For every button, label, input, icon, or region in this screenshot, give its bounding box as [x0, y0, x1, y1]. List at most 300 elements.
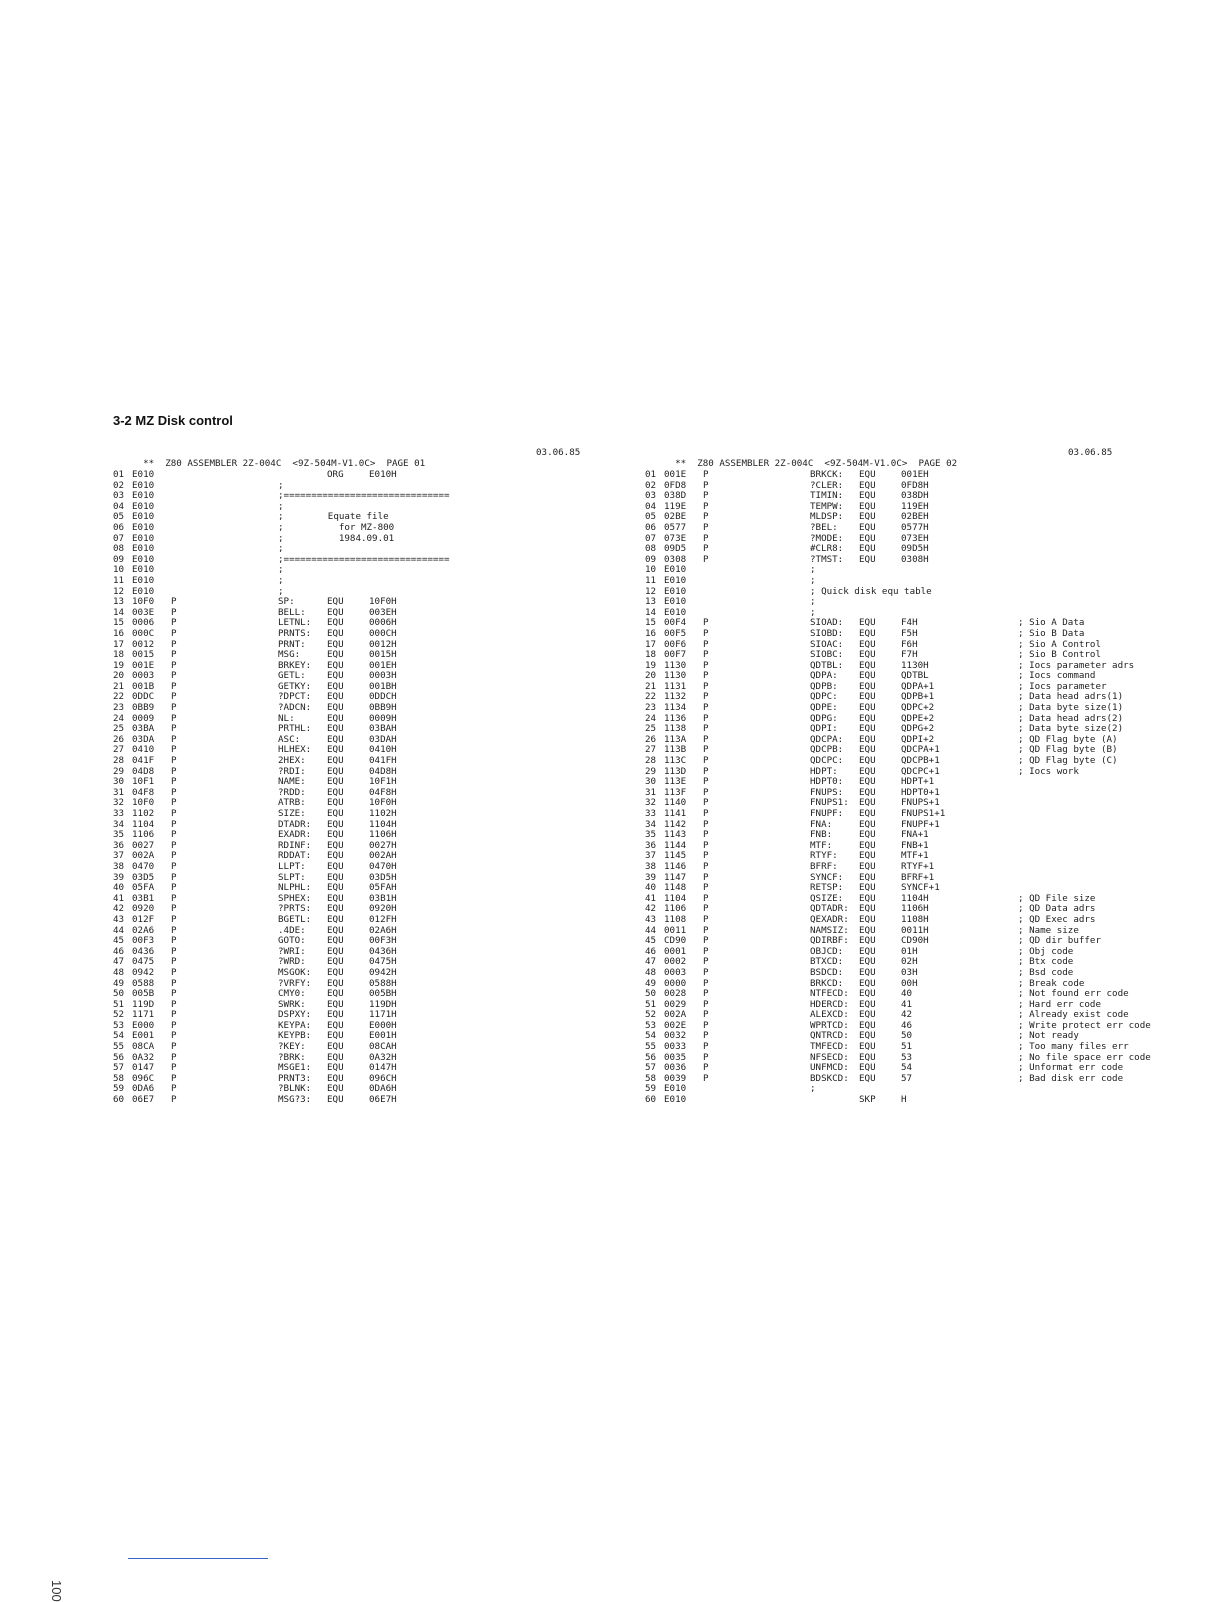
- listing-ln: 26: [113, 733, 125, 745]
- listing-arg: 02H: [901, 956, 918, 968]
- listing-comment: ; Data byte size(1): [1018, 702, 1124, 714]
- listing-addr: 0920: [132, 903, 155, 915]
- listing-label: SP:: [278, 596, 295, 608]
- listing-addr: 113F: [664, 786, 687, 798]
- listing-op: EQU: [327, 670, 344, 682]
- listing-op: EQU: [859, 691, 876, 703]
- listing-op: EQU: [327, 903, 344, 915]
- listing-arg: HDPT+1: [901, 776, 935, 788]
- listing-label: QNTRCD:: [810, 1030, 849, 1042]
- listing-ln: 05: [645, 511, 657, 523]
- listing-comment: ; Bsd code: [1018, 966, 1074, 978]
- listing-label: ?VRFY:: [278, 977, 312, 989]
- listing-comment: ; Iocs parameter adrs: [1018, 659, 1135, 671]
- listing-arg: E000H: [369, 1019, 397, 1031]
- listing-arg: 0410H: [369, 744, 397, 756]
- listing-flag: P: [171, 988, 177, 1000]
- listing-flag: P: [703, 627, 709, 639]
- listing-addr: 00F3: [132, 935, 155, 947]
- listing-header-title: ** Z80 ASSEMBLER 2Z-004C <9Z-504M-V1.0C> PAGE 02: [675, 458, 958, 469]
- listing-label: MTF:: [810, 839, 833, 851]
- listing-addr: 1130: [664, 670, 687, 682]
- listing-flag: P: [171, 1083, 177, 1095]
- listing-comment: ; Data head adrs(2): [1018, 712, 1124, 724]
- listing-comment: ;: [810, 606, 816, 618]
- listing-op: EQU: [859, 871, 876, 883]
- listing-arg: 003EH: [369, 606, 397, 618]
- listing-comment: ;: [278, 543, 284, 555]
- listing-row: [113, 1000, 603, 1011]
- listing-row: [113, 491, 603, 502]
- listing-addr: E010: [132, 511, 155, 523]
- listing-label: TMFECD:: [810, 1041, 849, 1053]
- listing-arg: 001EH: [369, 659, 397, 671]
- listing-arg: 03D5H: [369, 871, 397, 883]
- listing-label: BSDCD:: [810, 966, 844, 978]
- listing-flag: P: [703, 691, 709, 703]
- listing-addr: 1143: [664, 829, 687, 841]
- listing-addr: 0032: [664, 1030, 687, 1042]
- listing-addr: 073E: [664, 532, 687, 544]
- listing-label: ?PRTS:: [278, 903, 312, 915]
- listing-label: UNFMCD:: [810, 1062, 849, 1074]
- listing-row: [113, 756, 603, 767]
- listing-row: [113, 682, 603, 693]
- listing-arg: QDPG+2: [901, 723, 935, 735]
- listing-ln: 13: [113, 596, 125, 608]
- listing-arg: QDTBL: [901, 670, 929, 682]
- listing-row: [113, 820, 603, 831]
- listing-label: HLHEX:: [278, 744, 312, 756]
- listing-ln: 29: [645, 765, 657, 777]
- listing-comment: ;: [810, 1083, 816, 1095]
- listing-label: ?RDD:: [278, 786, 306, 798]
- listing-comment: ; Btx code: [1018, 956, 1074, 968]
- listing-addr: 0003: [132, 670, 155, 682]
- listing-flag: P: [703, 702, 709, 714]
- listing-row: [645, 587, 1205, 598]
- listing-addr: 0039: [664, 1072, 687, 1084]
- listing-addr: E010: [132, 574, 155, 586]
- listing-label: BFRF:: [810, 860, 838, 872]
- listing-flag: P: [703, 808, 709, 819]
- listing-op: EQU: [859, 892, 876, 904]
- listing-row: [113, 640, 603, 651]
- listing-addr: 04D8: [132, 765, 155, 777]
- listing-flag: P: [171, 956, 177, 968]
- listing-addr: 0015: [132, 649, 155, 661]
- listing-arg: 03H: [901, 966, 918, 978]
- listing-addr: 0A32: [132, 1051, 155, 1063]
- listing-label: BRKCK:: [810, 469, 844, 480]
- listing-addr: 0036: [664, 1062, 687, 1074]
- listing-row: [645, 1084, 1205, 1095]
- listing-flag: P: [703, 786, 709, 798]
- listing-arg: 1104H: [901, 892, 929, 904]
- listing-arg: 0012H: [369, 638, 397, 650]
- listing-ln: 41: [113, 892, 125, 904]
- listing-flag: P: [703, 860, 709, 872]
- listing-label: NTFECD:: [810, 988, 849, 1000]
- listing-addr: 1140: [664, 797, 687, 809]
- listing-row: [113, 470, 603, 481]
- listing-ln: 33: [645, 808, 657, 819]
- listing-ln: 28: [113, 755, 125, 767]
- listing-arg: MTF+1: [901, 850, 929, 862]
- listing-arg: 54: [901, 1062, 913, 1074]
- listing-ln: 06: [113, 521, 125, 533]
- listing-comment: ; Sio A Data: [1018, 617, 1085, 629]
- listing-ln: 27: [645, 744, 657, 756]
- listing-arg: 001BH: [369, 680, 397, 692]
- listing-row: [113, 629, 603, 640]
- listing-arg: 119EH: [901, 500, 929, 512]
- listing-label: SIOAC:: [810, 638, 844, 650]
- listing-arg: 02BEH: [901, 511, 929, 523]
- listing-flag: P: [703, 818, 709, 830]
- listing-row: [113, 714, 603, 725]
- listing-row: [645, 576, 1205, 587]
- listing-addr: 002A: [132, 850, 155, 862]
- listing-addr: 0470: [132, 860, 155, 872]
- section-title: 3-2 MZ Disk control: [113, 413, 233, 428]
- listing-ln: 11: [645, 574, 657, 586]
- listing-label: 2HEX:: [278, 755, 306, 767]
- listing-row: [113, 608, 603, 619]
- listing-label: BRKEY:: [278, 659, 312, 671]
- listing-op: EQU: [327, 1062, 344, 1074]
- listing-addr: 000C: [132, 627, 155, 639]
- listing-ln: 56: [113, 1051, 125, 1063]
- listing-comment: ;: [278, 479, 284, 491]
- listing-row: [113, 1074, 603, 1085]
- listing-flag: P: [171, 691, 177, 703]
- listing-arg: 0003H: [369, 670, 397, 682]
- listing-addr: 1141: [664, 808, 687, 819]
- listing-arg: 0009H: [369, 712, 397, 724]
- listing-label: PRTHL:: [278, 723, 312, 735]
- listing-addr: 001B: [132, 680, 155, 692]
- listing-ln: 14: [113, 606, 125, 618]
- listing-ln: 06: [645, 521, 657, 533]
- listing-flag: P: [703, 956, 709, 968]
- listing-op: EQU: [327, 871, 344, 883]
- listing-ln: 54: [645, 1030, 657, 1042]
- listing-arg: CD90H: [901, 935, 929, 947]
- listing-row: [113, 1095, 603, 1106]
- listing-row: [645, 936, 1205, 947]
- listing-arg: 041FH: [369, 755, 397, 767]
- listing-op: EQU: [859, 659, 876, 671]
- listing-ln: 26: [645, 733, 657, 745]
- listing-arg: 03B1H: [369, 892, 397, 904]
- listing-flag: P: [171, 1041, 177, 1053]
- listing-comment: ; 1984.09.01: [278, 532, 395, 544]
- listing-label: RETSP:: [810, 882, 844, 894]
- listing-arg: 0920H: [369, 903, 397, 915]
- listing-label: NFSECD:: [810, 1051, 849, 1063]
- listing-row: [645, 915, 1205, 926]
- listing-row: [113, 851, 603, 862]
- listing-arg: 0942H: [369, 966, 397, 978]
- listing-ln: 38: [113, 860, 125, 872]
- listing-row: [645, 957, 1205, 968]
- listing-label: GOTO:: [278, 935, 306, 947]
- listing-addr: 096C: [132, 1072, 155, 1084]
- listing-comment: ; No file space err code: [1018, 1051, 1151, 1063]
- listing-op: EQU: [327, 818, 344, 830]
- listing-row: [645, 523, 1205, 534]
- listing-ln: 40: [645, 882, 657, 894]
- listing-row: [113, 671, 603, 682]
- listing-op: EQU: [859, 469, 876, 480]
- listing-label: NAMSIZ:: [810, 924, 849, 936]
- listing-row: [113, 989, 603, 1000]
- listing-flag: P: [703, 1019, 709, 1031]
- listing-row: [113, 957, 603, 968]
- listing-op: EQU: [859, 765, 876, 777]
- listing-ln: 37: [113, 850, 125, 862]
- listing-flag: P: [171, 596, 177, 608]
- listing-arg: 1130H: [901, 659, 929, 671]
- listing-flag: P: [703, 543, 709, 555]
- listing-label: PRNT3:: [278, 1072, 312, 1084]
- listing-addr: 1146: [664, 860, 687, 872]
- listing-op: EQU: [327, 691, 344, 703]
- listing-label: QDTBL:: [810, 659, 844, 671]
- listing-ln: 48: [113, 966, 125, 978]
- listing-flag: P: [703, 966, 709, 978]
- listing-arg: 00F3H: [369, 935, 397, 947]
- listing-comment: ; Sio A Control: [1018, 638, 1101, 650]
- listing-arg: 09D5H: [901, 543, 929, 555]
- listing-comment: ;: [810, 596, 816, 608]
- listing-addr: 0000: [664, 977, 687, 989]
- listing-flag: P: [171, 712, 177, 724]
- listing-comment: ;: [278, 574, 284, 586]
- listing-label: ?WRD:: [278, 956, 306, 968]
- listing-label: QDPC:: [810, 691, 838, 703]
- listing-addr: E010: [132, 500, 155, 512]
- listing-op: EQU: [859, 680, 876, 692]
- listing-label: SYNCF:: [810, 871, 844, 883]
- listing-ln: 16: [645, 627, 657, 639]
- listing-op: EQU: [327, 977, 344, 989]
- listing-ln: 35: [645, 829, 657, 841]
- listing-arg: 1171H: [369, 1009, 397, 1021]
- listing-row: [113, 798, 603, 809]
- listing-op: EQU: [327, 850, 344, 862]
- listing-addr: 1138: [664, 723, 687, 735]
- listing-ln: 57: [113, 1062, 125, 1074]
- listing-addr: 0006: [132, 617, 155, 629]
- listing-arg: 038DH: [901, 490, 929, 502]
- listing-op: EQU: [859, 500, 876, 512]
- listing-ln: 23: [113, 702, 125, 714]
- listing-flag: P: [171, 1019, 177, 1031]
- listing-op: EQU: [327, 649, 344, 661]
- listing-label: BRKCD:: [810, 977, 844, 989]
- listing-arg: 073EH: [901, 532, 929, 544]
- listing-op: EQU: [327, 755, 344, 767]
- listing-comment: ; Sio B Data: [1018, 627, 1085, 639]
- listing-ln: 43: [645, 913, 657, 925]
- listing-arg: 096CH: [369, 1072, 397, 1084]
- listing-addr: 05FA: [132, 882, 155, 894]
- listing-op: EQU: [859, 808, 876, 819]
- listing-label: QDTADR:: [810, 903, 849, 915]
- listing-label: QDCPB:: [810, 744, 844, 756]
- listing-arg: QDPC+2: [901, 702, 935, 714]
- listing-op: EQU: [859, 882, 876, 894]
- listing-addr: 0035: [664, 1051, 687, 1063]
- listing-flag: P: [171, 606, 177, 618]
- listing-addr: 012F: [132, 913, 155, 925]
- listing-ln: 48: [645, 966, 657, 978]
- listing-arg: 0BB9H: [369, 702, 397, 714]
- listing-row: [113, 565, 603, 576]
- listing-op: EQU: [327, 797, 344, 809]
- listing-row: [113, 1042, 603, 1053]
- listing-flag: P: [703, 829, 709, 841]
- listing-arg: 119DH: [369, 998, 397, 1010]
- listing-ln: 09: [645, 553, 657, 565]
- listing-ln: 37: [645, 850, 657, 862]
- listing-addr: 0027: [132, 839, 155, 851]
- listing-ln: 04: [645, 500, 657, 512]
- listing-row: [645, 555, 1205, 566]
- listing-ln: 58: [645, 1072, 657, 1084]
- listing-arg: HDPT0+1: [901, 786, 940, 798]
- listing-comment: ; QD Data adrs: [1018, 903, 1096, 915]
- listing-ln: 47: [113, 956, 125, 968]
- listing-comment: ; Too many files err: [1018, 1041, 1129, 1053]
- listing-ln: 32: [645, 797, 657, 809]
- listing-op: EQU: [327, 882, 344, 894]
- listing-addr: 0009: [132, 712, 155, 724]
- listing-arg: 0FD8H: [901, 479, 929, 491]
- listing-ln: 42: [645, 903, 657, 915]
- listing-label: SIOBC:: [810, 649, 844, 661]
- listing-addr: 0001: [664, 945, 687, 957]
- listing-flag: P: [703, 617, 709, 629]
- listing-row: [113, 926, 603, 937]
- listing-op: EQU: [327, 627, 344, 639]
- listing-flag: P: [171, 945, 177, 957]
- listing-arg: 0436H: [369, 945, 397, 957]
- listing-row: [113, 830, 603, 841]
- listing-label: TEMPW:: [810, 500, 844, 512]
- listing-ln: 52: [645, 1009, 657, 1021]
- listing-row: [113, 1084, 603, 1095]
- listing-arg: 01H: [901, 945, 918, 957]
- listing-op: EQU: [327, 1009, 344, 1021]
- listing-arg: QDCPC+1: [901, 765, 940, 777]
- listing-op: EQU: [859, 755, 876, 767]
- listing-flag: P: [171, 1009, 177, 1021]
- listing-ln: 28: [645, 755, 657, 767]
- listing-row: [113, 968, 603, 979]
- listing-comment: ; Obj code: [1018, 945, 1074, 957]
- listing-ln: 25: [113, 723, 125, 735]
- listing-arg: 02A6H: [369, 924, 397, 936]
- listing-ln: 46: [113, 945, 125, 957]
- listing-ln: 30: [113, 776, 125, 788]
- listing-flag: P: [703, 649, 709, 661]
- listing-label: FNA:: [810, 818, 833, 830]
- listing-row: [113, 947, 603, 958]
- listing-row: [113, 894, 603, 905]
- listing-op: EQU: [327, 945, 344, 957]
- listing-addr: 001E: [664, 469, 687, 480]
- listing-flag: P: [171, 839, 177, 851]
- listing-label: FNUPF:: [810, 808, 844, 819]
- listing-op: EQU: [859, 1041, 876, 1053]
- listing-arg: 40: [901, 988, 913, 1000]
- listing-comment: ; Data byte size(2): [1018, 723, 1124, 735]
- listing-arg: 0011H: [901, 924, 929, 936]
- listing-op: EQU: [327, 606, 344, 618]
- listing-op: EQU: [859, 543, 876, 555]
- listing-arg: QDCPA+1: [901, 744, 940, 756]
- listing-flag: P: [703, 479, 709, 491]
- listing-ln: 18: [645, 649, 657, 661]
- listing-flag: P: [703, 1030, 709, 1042]
- listing-label: ?BLNK:: [278, 1083, 312, 1095]
- listing-ln: 46: [645, 945, 657, 957]
- listing-ln: 39: [113, 871, 125, 883]
- listing-op: EQU: [859, 839, 876, 851]
- listing-addr: 1102: [132, 808, 155, 819]
- listing-arg: 1106H: [901, 903, 929, 915]
- listing-label: QSIZE:: [810, 892, 844, 904]
- listing-comment: ; Data head adrs(1): [1018, 691, 1124, 703]
- listing-flag: P: [703, 871, 709, 883]
- listing-addr: E010: [132, 553, 155, 565]
- listing-flag: P: [703, 882, 709, 894]
- listing-arg: 08CAH: [369, 1041, 397, 1053]
- listing-comment: ; Equate file: [278, 511, 389, 523]
- listing-addr: 041F: [132, 755, 155, 767]
- listing-arg: 001EH: [901, 469, 929, 480]
- listing-addr: 1104: [664, 892, 687, 904]
- listing-row: [113, 862, 603, 873]
- listing-flag: P: [703, 469, 709, 480]
- listing-op: EQU: [859, 935, 876, 947]
- listing-flag: P: [171, 627, 177, 639]
- listing-ln: 10: [645, 564, 657, 576]
- listing-addr: 08CA: [132, 1041, 155, 1053]
- listing-row: [645, 947, 1205, 958]
- listing-ln: 53: [113, 1019, 125, 1031]
- listing-label: MSGE1:: [278, 1062, 312, 1074]
- listing-label: PRNTS:: [278, 627, 312, 639]
- listing-addr: 1130: [664, 659, 687, 671]
- listing-arg: SYNCF+1: [901, 882, 940, 894]
- listing-op: EQU: [859, 786, 876, 798]
- listing-addr: 0012: [132, 638, 155, 650]
- listing-ln: 60: [113, 1094, 125, 1106]
- listing-label: BGETL:: [278, 913, 312, 925]
- listing-ln: 18: [113, 649, 125, 661]
- listing-header-date: 03.06.85: [536, 447, 581, 458]
- listing-label: ?KEY:: [278, 1041, 306, 1053]
- listing-arg: 53: [901, 1051, 913, 1063]
- listing-ln: 23: [645, 702, 657, 714]
- listing-comment: ;==============================: [278, 553, 450, 565]
- listing-ln: 44: [113, 924, 125, 936]
- listing-op: EQU: [859, 945, 876, 957]
